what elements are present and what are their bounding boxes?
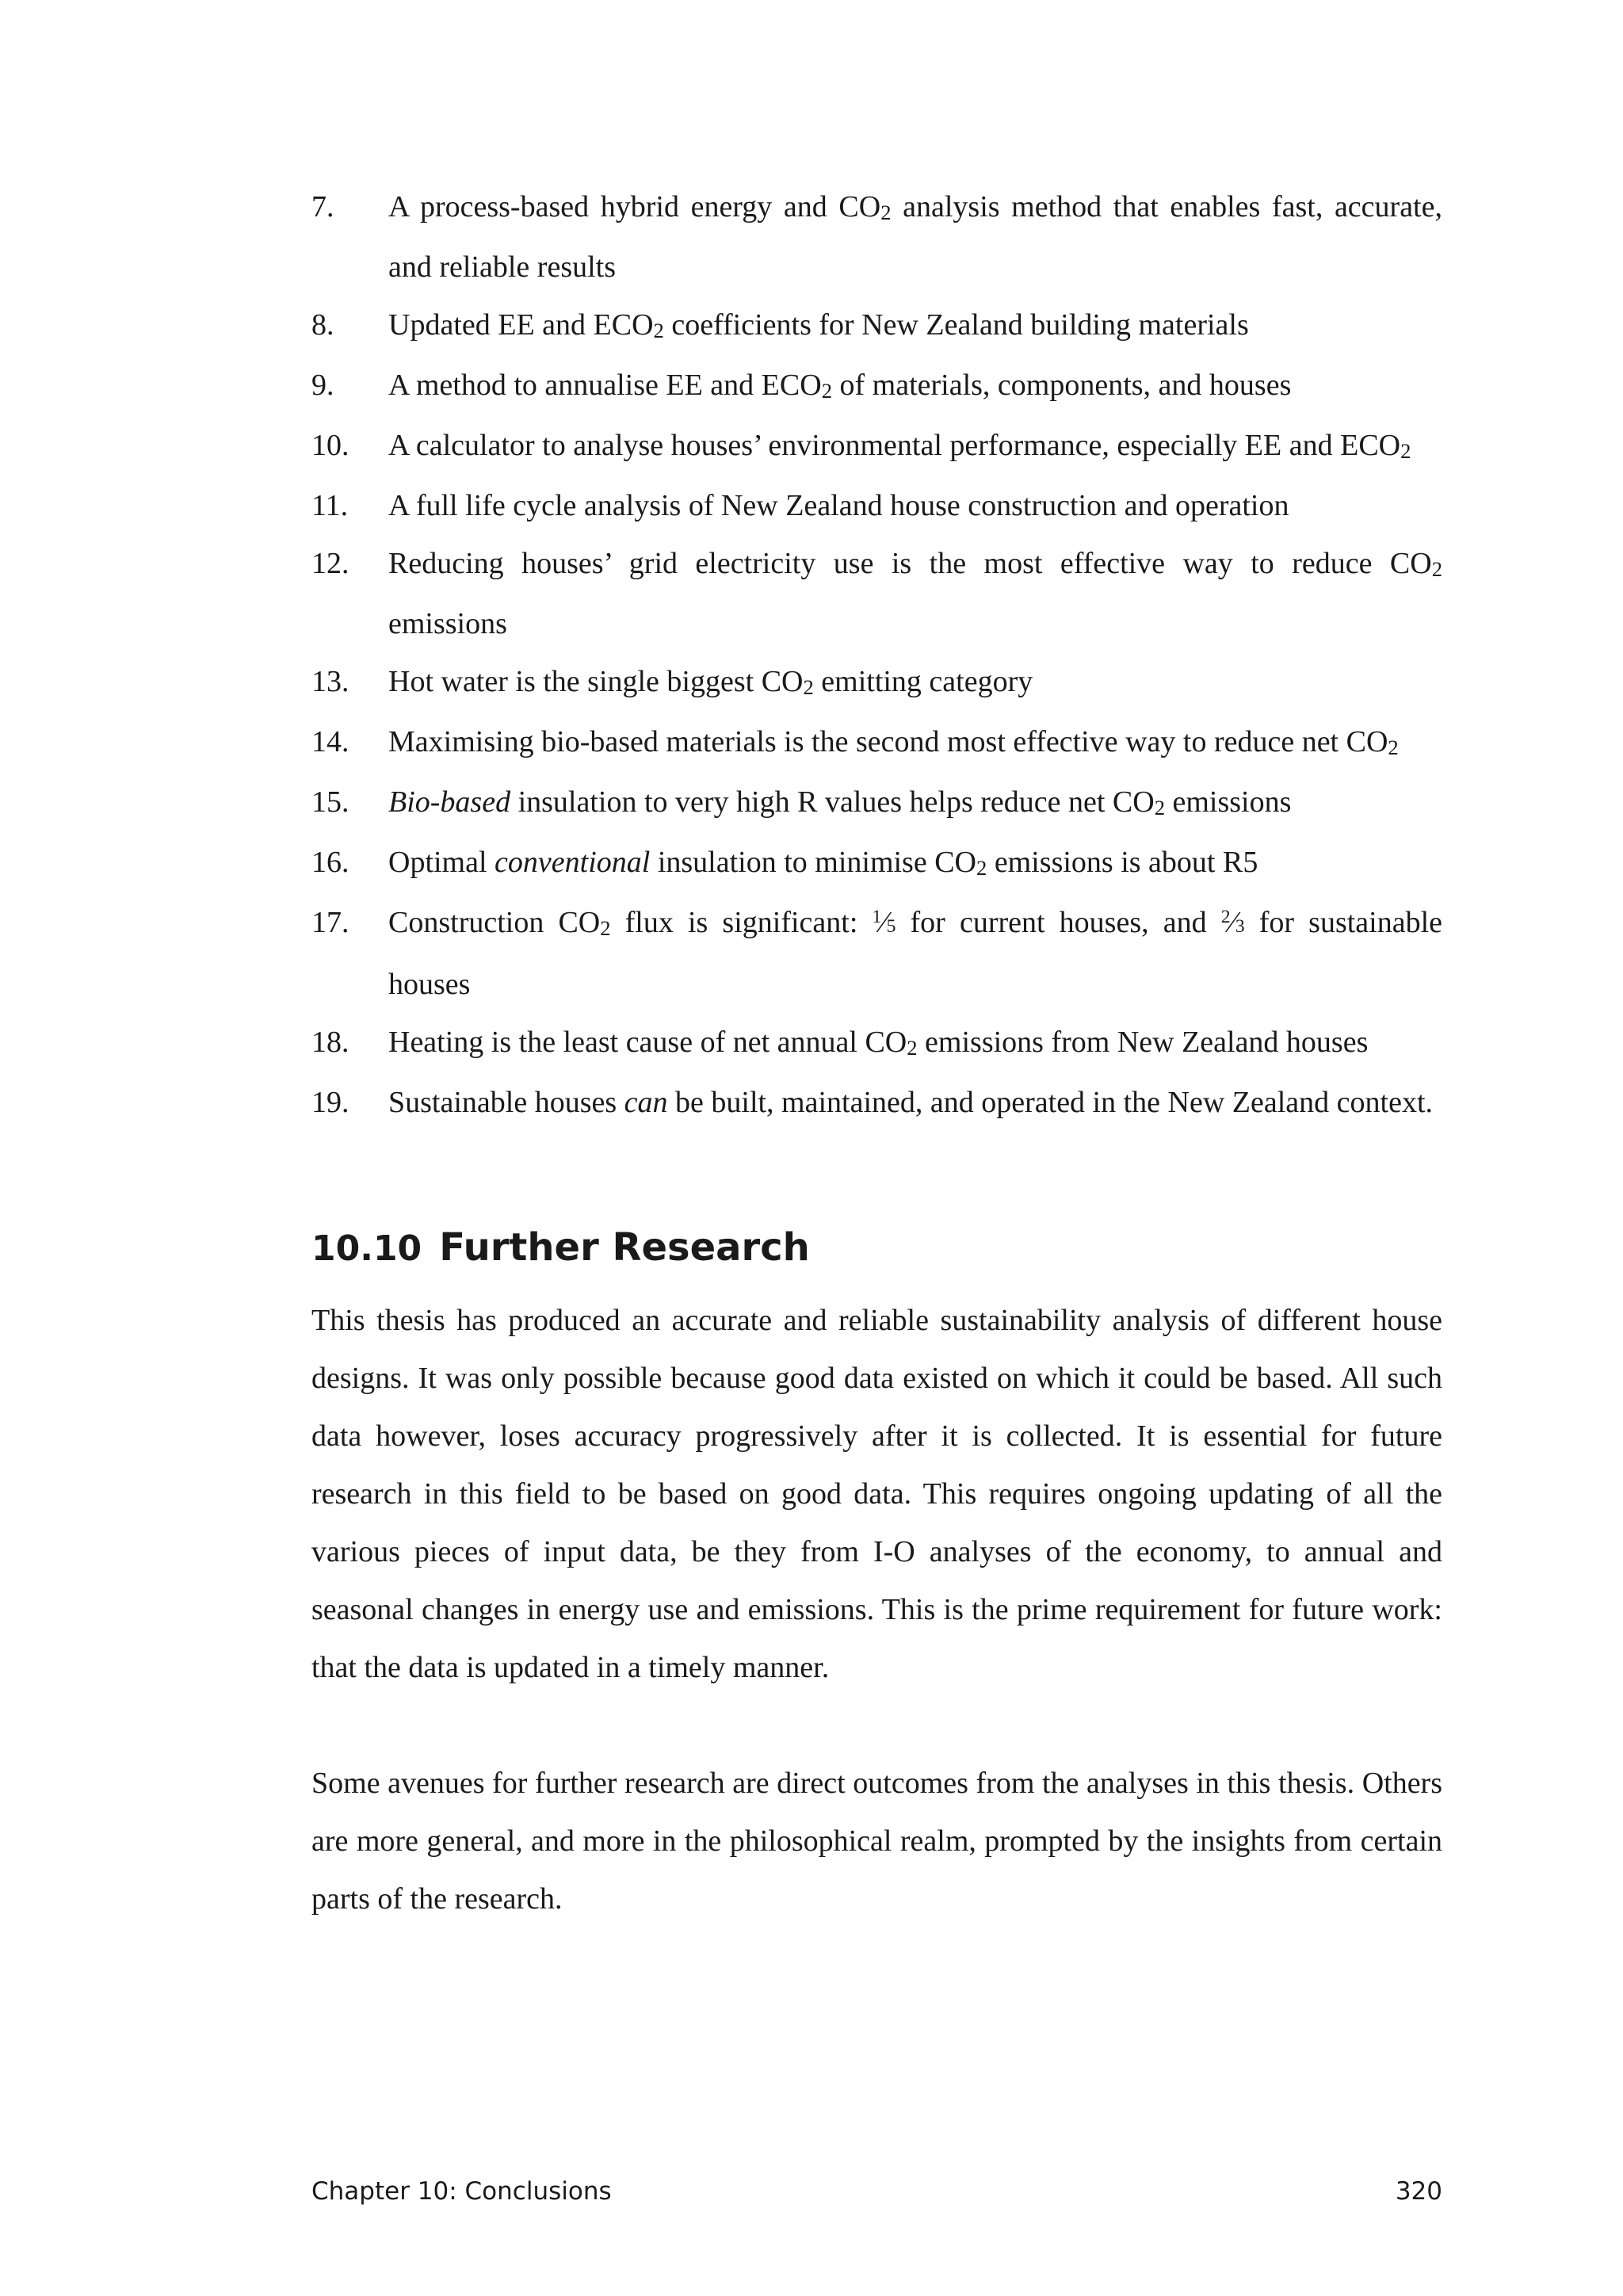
- item-number: 17.: [311, 906, 349, 939]
- item-text-pre: Optimal: [388, 846, 495, 879]
- item-text-rest: insulation to minimise $CO_2$ emissions is about R5: [650, 846, 1258, 880]
- section-number: 10.10: [311, 1228, 422, 1269]
- item-number: 9.: [311, 369, 334, 402]
- item-number: 10.: [311, 429, 349, 462]
- section-title: Further Research: [439, 1225, 810, 1270]
- item-text: [388, 834, 1442, 894]
- item-text-rest: be built, maintained, and operated in the New Zealand context.: [667, 1086, 1434, 1119]
- list-item: [311, 653, 1442, 713]
- list-item: [311, 834, 1442, 894]
- paragraph: This thesis has produced an accurate and reliable sustainability analysis of different house designs. It was only possible because good data existed on which it could be based. All such data however, loses accuracy progressively after it is collected. It is essential for future research in this field to be based on good data. This requires ongoing updating of all the various pieces of input data, be they from I-O analyses of the economy, to annual and seasonal changes in energy use and emissions. This is the prime requirement for future work: that the data is updated in a timely manner.: [311, 1304, 1442, 1684]
- item-number: 11.: [311, 489, 349, 522]
- page-number: 320: [1395, 2177, 1442, 2206]
- item-number: 8.: [311, 308, 334, 342]
- list-item: [311, 417, 1442, 477]
- list-item: [311, 535, 1442, 653]
- item-text: Reducing houses’ grid electricity use is the most effective way to reduce $CO_2$ emissions: [388, 547, 1442, 640]
- item-text: A method to annualise EE and $ECO_2$ of materials, components, and houses: [388, 369, 1292, 403]
- item-number: 12.: [311, 547, 349, 580]
- list-item: [311, 1074, 1442, 1132]
- list-item: [311, 1014, 1442, 1074]
- item-text: Hot water is the single biggest $CO_2$ emitting category: [388, 665, 1033, 699]
- item-text: Construction $CO_2$ flux is significant: $^1$⁄5 for current houses, and $^2$⁄3 for sustainable houses: [388, 906, 1443, 1001]
- list-item: [311, 477, 1442, 535]
- fraction-numerator: 1: [872, 907, 882, 928]
- item-emphasis: Bio-based: [388, 785, 511, 819]
- item-text: Updated EE and $ECO_2$ coefficients for New Zealand building materials: [388, 308, 1249, 342]
- item-text-rest: for sustainable houses: [388, 906, 1443, 1001]
- item-text: [388, 1074, 1442, 1132]
- paragraph: Some avenues for further research are direct outcomes from the analyses in this thesis. Others are more general, and more in the philosophical realm, prompted by the insights from certain parts of the research.: [311, 1767, 1442, 1916]
- page-body: [311, 178, 1442, 1928]
- page-footer: [311, 2177, 1442, 2206]
- item-text-mid: for current houses, and: [896, 906, 1221, 939]
- fraction-numerator: 2: [1220, 907, 1231, 928]
- fraction-denominator: 3: [1235, 916, 1245, 937]
- item-text: A full life cycle analysis of New Zealand house construction and operation: [388, 489, 1289, 522]
- item-emphasis: can: [624, 1086, 668, 1119]
- list-item: [311, 774, 1442, 834]
- list-item: [311, 178, 1442, 296]
- footer-chapter: Chapter 10: Conclusions: [311, 2177, 612, 2206]
- item-number: 13.: [311, 665, 349, 698]
- item-number: 18.: [311, 1026, 349, 1059]
- item-number: 15.: [311, 785, 349, 819]
- fraction-denominator: 5: [886, 916, 896, 937]
- item-text-pre: Construction $CO_2$ flux is significant:: [388, 906, 873, 940]
- section-heading: [311, 1224, 1442, 1273]
- item-text: Maximising bio-based materials is the second most effective way to reduce net $CO_2$: [388, 725, 1399, 759]
- item-text: A process-based hybrid energy and $CO_2$ analysis method that enables fast, accurate, and reliable results: [388, 190, 1442, 284]
- item-number: 19.: [311, 1086, 349, 1119]
- item-text-rest: insulation to very high R values helps reduce net $CO_2$ emissions: [510, 785, 1292, 819]
- item-text: A calculator to analyse houses’ environmental performance, especially EE and $ECO_2$: [388, 429, 1411, 463]
- list-item: [311, 894, 1442, 1014]
- item-number: 7.: [311, 190, 334, 223]
- list-item: [311, 713, 1442, 774]
- item-emphasis: conventional: [495, 846, 651, 879]
- item-text: Heating is the least cause of net annual $CO_2$ emissions from New Zealand houses: [388, 1026, 1369, 1060]
- item-number: 16.: [311, 846, 349, 879]
- item-text: [388, 774, 1442, 834]
- list-item: [311, 296, 1442, 357]
- findings-list: [311, 178, 1442, 1132]
- item-number: 14.: [311, 725, 349, 758]
- item-text-pre: Sustainable houses: [388, 1086, 624, 1119]
- list-item: [311, 357, 1442, 417]
